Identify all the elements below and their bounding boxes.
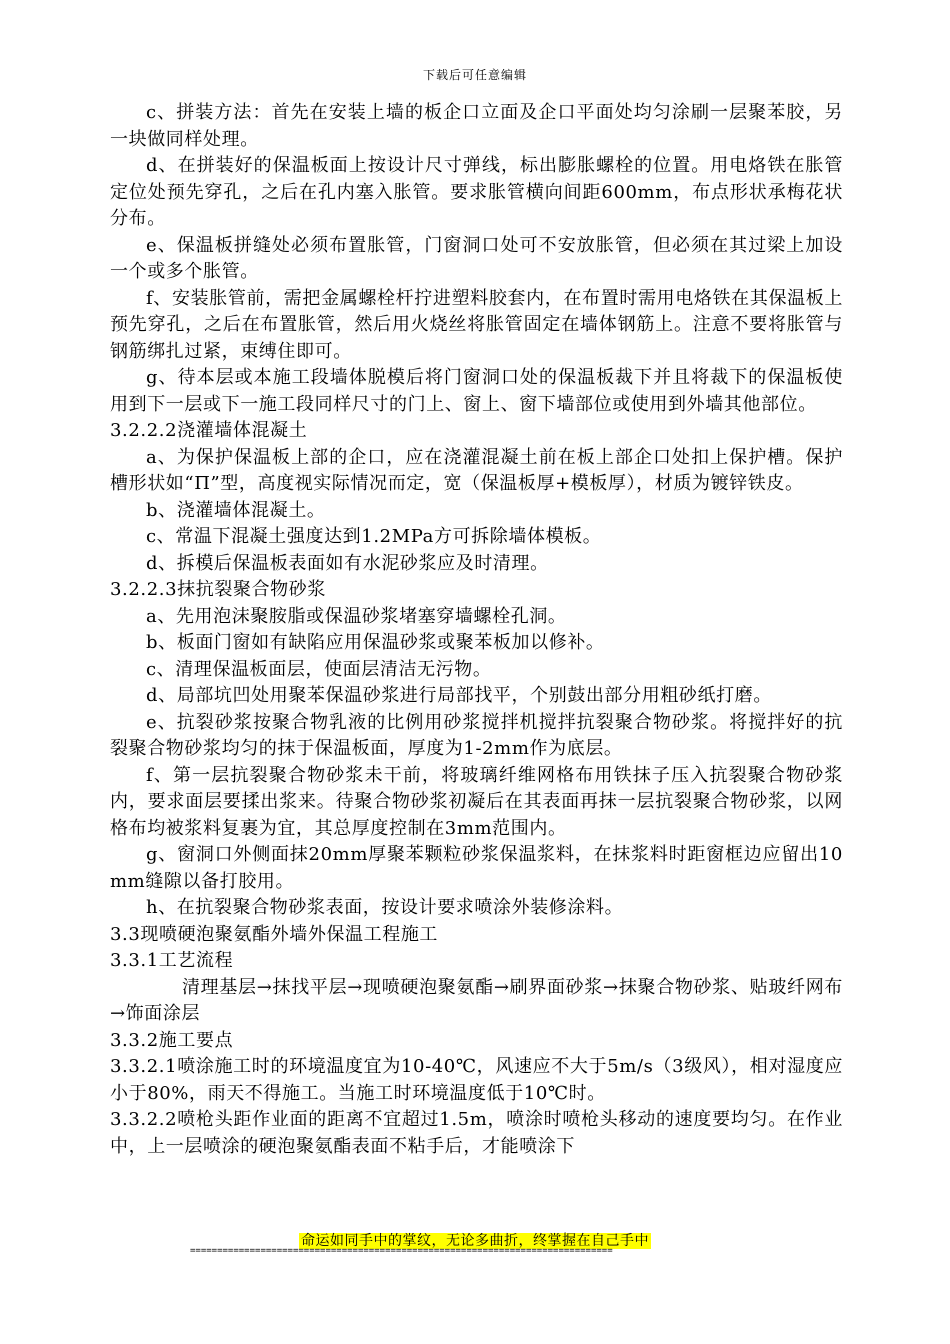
document-body [110, 100, 843, 1160]
paragraph: d、拆模后保温板表面如有水泥砂浆应及时清理。 [146, 552, 549, 574]
paragraph: b、板面门窗如有缺陷应用保温砂浆或聚苯板加以修补。 [146, 632, 605, 653]
paragraph: f、安装胀管前，需把金属螺栓杆拧进塑料胶套内，在布置时需用电烙铁在其保温板上预先穿孔，之后在布置胀管，然后用火烧丝将胀管固定在墙体钢筋上。注意不要将胀管与钢筋绑扎过紧，束缚住即可。 [110, 287, 843, 362]
paragraph: 3.3.2.1喷涂施工时的环境温度宜为10-40℃，风速应不大于5m/s（3级风），相对湿度应小于80%，雨天不得施工。当施工时环境温度低于10℃时。 [110, 1056, 843, 1104]
section-heading: 3.2.2.2浇灌墙体混凝土 [110, 420, 308, 441]
paragraph: c、清理保温板面层，使面层清洁无污物。 [146, 658, 492, 680]
paragraph: b、浇灌墙体混凝土。 [146, 499, 326, 521]
footer-note-text: 命运如同手中的掌纹，无论多曲折，终掌握在自己手中 [301, 1233, 649, 1249]
paragraph: e、抗裂砂浆按聚合物乳液的比例用砂浆搅拌机搅拌抗裂聚合物砂浆。将搅拌好的抗裂聚合物砂浆均匀的抹于保温板面，厚度为1-2mm作为底层。 [110, 711, 843, 759]
paragraph: g、窗洞口外侧面抹20mm厚聚苯颗粒砂浆保温浆料，在抹浆料时距窗框边应留出10mm缝隙以备打胶用。 [110, 844, 843, 892]
section-heading: 3.3.1工艺流程 [110, 950, 234, 971]
paragraph: 3.3.2.2喷枪头距作业面的距离不宜超过1.5m，喷涂时喷枪头移动的速度要均匀。在作业中，上一层喷涂的硬泡聚氨酯表面不粘手后，才能喷涂下 [110, 1109, 843, 1157]
paragraph: d、在拼装好的保温板面上按设计尺寸弹线，标出膨胀螺栓的位置。用电烙铁在胀管定位处预先穿孔，之后在孔内塞入胀管。要求胀管横向间距600mm，布点形状承梅花状分布。 [110, 155, 843, 229]
section-heading: 3.2.2.3抹抗裂聚合物砂浆 [110, 579, 326, 600]
section-heading: 3.3.2施工要点 [110, 1029, 234, 1051]
paragraph: a、为保护保温板上部的企口，应在浇灌混凝土前在板上部企口处扣上保护槽。保护槽形状如“Π”型，高度视实际情况而定，宽（保温板厚+模板厚），材质为镀锌铁皮。 [110, 446, 843, 494]
paragraph: e、保温板拼缝处必须布置胀管，门窗洞口处可不安放胀管，但必须在其过梁上加设一个或多个胀管。 [110, 234, 843, 282]
paragraph: c、常温下混凝土强度达到1.2MPa方可拆除墙体模板。 [146, 526, 602, 547]
paragraph: d、局部坑凹处用聚苯保温砂浆进行局部找平，个别鼓出部分用粗砂纸打磨。 [146, 685, 772, 706]
process-flow: 清理基层→抹找平层→现喷硬泡聚氨酯→刷界面砂浆→抹聚合物砂浆、贴玻纤网布→饰面涂层 [110, 976, 843, 1024]
paragraph: h、在抗裂聚合物砂浆表面，按设计要求喷涂外装修涂料。 [146, 897, 624, 918]
paragraph: f、第一层抗裂聚合物砂浆未干前，将玻璃纤维网格布用铁抹子压入抗裂聚合物砂浆内，要求面层要揉出浆来。待聚合物砂浆初凝后在其表面再抹一层抗裂聚合物砂浆，以网格布均被浆料复裹为宜，其总厚度控制在3mm范围内。 [110, 764, 843, 839]
paragraph: a、先用泡沫聚胺脂或保温砂浆堵塞穿墙螺栓孔洞。 [146, 605, 567, 627]
page-header: 下载后可任意编辑 [422, 68, 527, 82]
section-heading: 3.3现喷硬泡聚氨酯外墙外保温工程施工 [110, 923, 439, 945]
footer-divider: ============================================================================== [190, 1246, 613, 1256]
paragraph: g、待本层或本施工段墙体脱模后将门窗洞口处的保温板裁下并且将裁下的保温板使用到下一层或下一施工段同样尺寸的门上、窗上、窗下墙部位或使用到外墙其他部位。 [110, 367, 843, 415]
paragraph: c、拼装方法：首先在安装上墙的板企口立面及企口平面处均匀涂刷一层聚苯胶，另一块做同样处理。 [110, 102, 843, 150]
